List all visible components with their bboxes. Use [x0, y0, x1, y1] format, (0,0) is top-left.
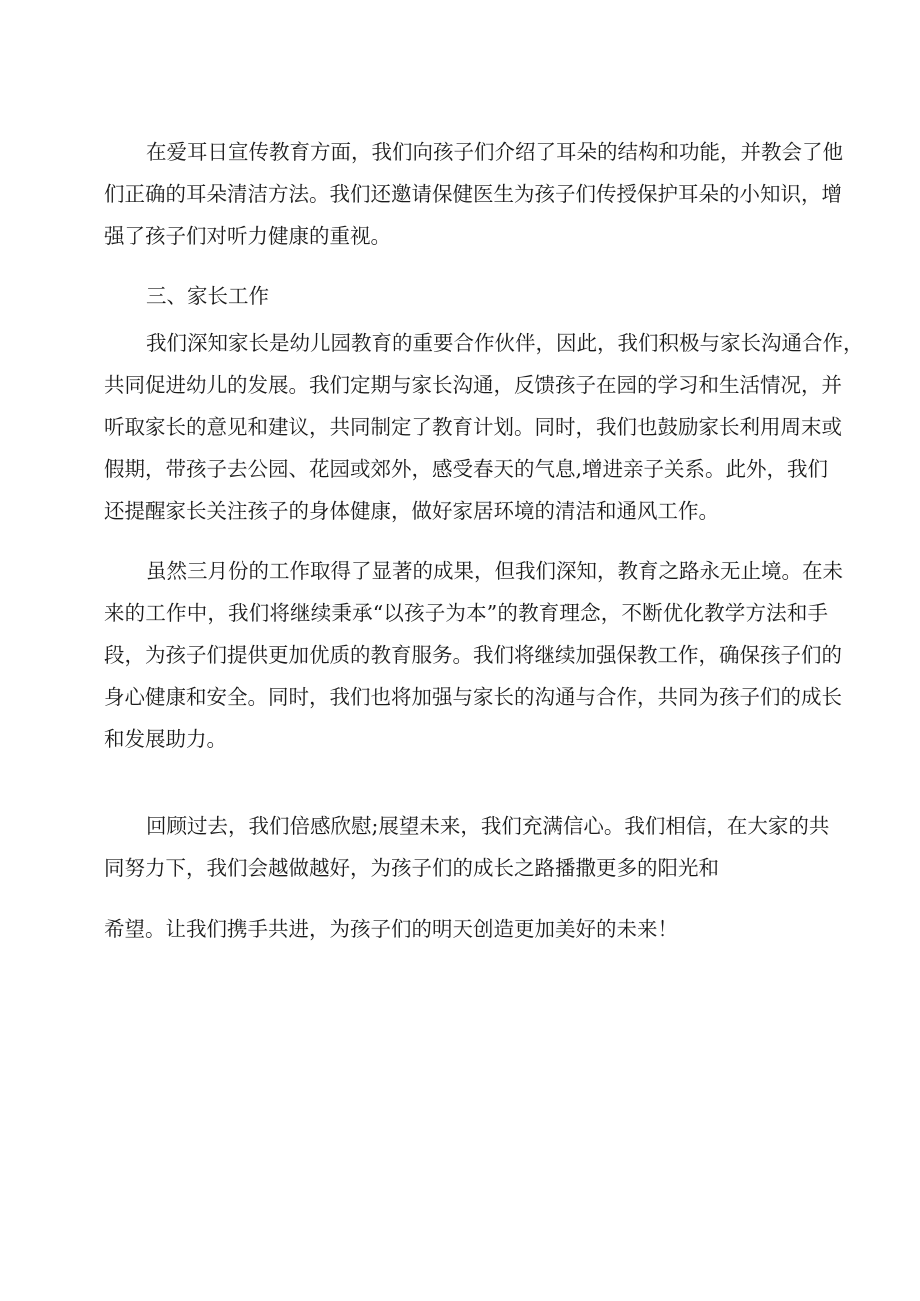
text-line: 强了孩子们对听力健康的重视。 [104, 224, 391, 248]
text-line: 回顾过去，我们倍感欣慰;展望未来，我们充满信心。我们相信，在大家的共 [146, 814, 830, 838]
text-line: 们正确的耳朵清洁方法。我们还邀请保健医生为孩子们传授保护耳朵的小知识，增 [104, 182, 842, 206]
text-line: 在爱耳日宣传教育方面，我们向孩子们介绍了耳朵的结构和功能，并教会了他 [146, 140, 843, 164]
text-line: 听取家长的意见和建议，共同制定了教育计划。同时，我们也鼓励家长利用周末或 [104, 415, 842, 439]
text-line: 和发展助力。 [104, 727, 227, 751]
text-line: 我们深知家长是幼儿园教育的重要合作伙伴，因此，我们积极与家长沟通合作， [146, 331, 864, 355]
text-line: 段，为孩子们提供更加优质的教育服务。我们将继续加强保教工作，确保孩子们的 [104, 643, 842, 667]
text-line: 还提醒家长关注孩子的身体健康，做好家居环境的清洁和通风工作。 [104, 499, 719, 523]
text-line: 来的工作中，我们将继续秉承“以孩子为本”的教育理念，不断优化教学方法和手 [104, 601, 828, 625]
text-line: 希望。让我们携手共进，为孩子们的明天创造更加美好的未来！ [104, 917, 678, 941]
text-line: 共同促进幼儿的发展。我们定期与家长沟通，反馈孩子在园的学习和生活情况，并 [104, 373, 842, 397]
text-line: 身心健康和安全。同时，我们也将加强与家长的沟通与合作，共同为孩子们的成长 [104, 685, 842, 709]
section-heading: 三、家长工作 [146, 284, 269, 308]
text-line: 假期，带孩子去公园、花园或郊外，感受春天的气息,增进亲子关系。此外，我们 [104, 457, 829, 481]
text-line: 同努力下，我们会越做越好，为孩子们的成长之路播撒更多的阳光和 [104, 856, 719, 880]
text-line: 虽然三月份的工作取得了显著的成果，但我们深知，教育之路永无止境。在未 [146, 559, 843, 583]
